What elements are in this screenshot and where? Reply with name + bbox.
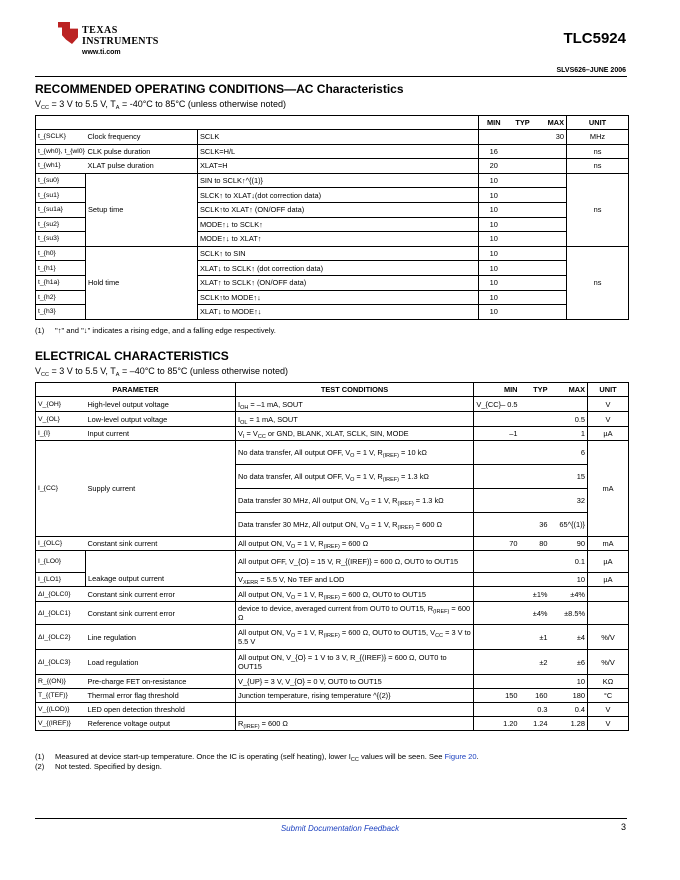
description-cell: CLK pulse duration — [86, 144, 198, 159]
symbol-cell: R_{(ON)} — [36, 675, 86, 689]
max-cell — [537, 261, 567, 276]
table-row — [36, 587, 629, 602]
max-cell: 6 — [550, 441, 588, 465]
ac-footnotes — [35, 326, 276, 336]
logo-url[interactable]: www.ti.com — [82, 49, 121, 56]
condition-cell: XLAT↑ to SCLK↑ (ON/OFF data) — [198, 275, 479, 290]
unit-cell: V — [588, 397, 629, 412]
unit-cell: mA — [588, 537, 629, 551]
header-rule — [35, 76, 627, 77]
description-cell: Leakage output current — [86, 551, 236, 587]
test-conditions-header: TEST CONDITIONS — [236, 383, 474, 397]
table-row — [36, 675, 629, 689]
max-cell: 30 — [537, 130, 567, 145]
max-cell — [537, 173, 567, 188]
description-cell: Constant sink current error — [86, 587, 236, 602]
max-cell: 90 — [550, 537, 588, 551]
doc-revision: SLVS626–JUNE 2006 — [556, 67, 626, 74]
condition-cell: device to device, averaged current from OUT0 to OUT15, $R_{(IREF)} = 600$ Ω — [236, 602, 474, 625]
condition-cell: MODE↑↓ to XLAT↑ — [198, 232, 479, 247]
typ-cell — [509, 246, 537, 261]
max-cell: 0.4 — [550, 703, 588, 717]
min-cell: 10 — [479, 188, 509, 203]
typ-header: TYP — [509, 116, 537, 130]
min-cell — [474, 703, 520, 717]
description-cell: Constant sink current error — [86, 602, 236, 625]
typ-cell — [520, 427, 550, 441]
symbol-cell: V_{OL} — [36, 412, 86, 427]
logo-text-instruments: INSTRUMENTS — [82, 36, 159, 47]
condition-cell: All output ON, $V_O = 1$ V, $R_{(IREF)} = 600$ Ω, OUT0 to OUT15, $V_{CC} = 3$ V to 5.5 V — [236, 625, 474, 650]
condition-cell: V_{UP} = 3 V, V_{O} = 0 V, OUT0 to OUT15 — [236, 675, 474, 689]
typ-cell — [509, 217, 537, 232]
table-row — [36, 412, 629, 427]
description-cell: XLAT pulse duration — [86, 159, 198, 174]
max-cell: 180 — [550, 689, 588, 703]
min-cell: 70 — [474, 537, 520, 551]
typ-cell — [509, 232, 537, 247]
unit-cell: %/V — [588, 625, 629, 650]
description-cell: Load regulation — [86, 650, 236, 675]
max-cell: 1.28 — [550, 717, 588, 731]
typ-cell: 80 — [520, 537, 550, 551]
max-cell — [550, 397, 588, 412]
min-header: MIN — [479, 116, 509, 130]
max-cell — [537, 232, 567, 247]
unit-cell: ns — [567, 173, 629, 246]
typ-cell: ±4% — [520, 602, 550, 625]
unit-cell: µA — [588, 573, 629, 587]
unit-cell: ns — [567, 246, 629, 319]
condition-cell: XLAT↓ to SCLK↑ (dot correction data) — [198, 261, 479, 276]
table-row — [36, 173, 629, 188]
typ-cell — [520, 551, 550, 573]
min-cell: 10 — [479, 305, 509, 320]
max-cell — [537, 275, 567, 290]
typ-cell — [509, 305, 537, 320]
typ-cell — [509, 261, 537, 276]
unit-cell: MHz — [567, 130, 629, 145]
max-cell — [537, 217, 567, 232]
min-header: MIN — [474, 383, 520, 397]
max-cell — [537, 290, 567, 305]
ac-section-title: RECOMMENDED OPERATING CONDITIONS—AC Characteristics — [35, 82, 404, 96]
ti-logo — [58, 22, 159, 66]
typ-cell — [509, 202, 537, 217]
unit-cell: µA — [588, 551, 629, 573]
typ-cell — [509, 173, 537, 188]
symbol-cell: ΔI_{OLC0} — [36, 587, 86, 602]
symbol-cell: I_{CC} — [36, 441, 86, 537]
condition-cell: SCLK=H/L — [198, 144, 479, 159]
min-cell — [474, 465, 520, 489]
description-cell: Input current — [86, 427, 236, 441]
table-row — [36, 397, 629, 412]
min-cell — [474, 551, 520, 573]
min-cell — [479, 130, 509, 145]
condition-cell: Data transfer 30 MHz, All output ON, $V_O = 1$ V, $R_{(IREF)} = 1.3$ kΩ — [236, 489, 474, 513]
description-cell: Supply current — [86, 441, 236, 537]
condition-cell: SIN to SCLK↑^{(1)} — [198, 173, 479, 188]
typ-cell — [520, 441, 550, 465]
ti-logo-icon — [58, 22, 78, 44]
description-cell: Line regulation — [86, 625, 236, 650]
symbol-cell: t_{h0} — [36, 246, 86, 261]
max-cell: 0.1 — [550, 551, 588, 573]
min-cell: V_{CC}– 0.5 — [474, 397, 520, 412]
symbol-cell: t_{su1} — [36, 188, 86, 203]
unit-cell: mA — [588, 441, 629, 537]
symbol-cell: t_{su3} — [36, 232, 86, 247]
condition-cell: $I_{OL} = 1$ mA, SOUT — [236, 412, 474, 427]
symbol-cell: I_{LO0} — [36, 551, 86, 573]
symbol-cell: I_{I} — [36, 427, 86, 441]
condition-cell: All output ON, $V_O = 1$ V, $R_{(IREF)} = 600$ Ω — [236, 537, 474, 551]
unit-cell: °C — [588, 689, 629, 703]
description-cell: Setup time — [86, 173, 198, 246]
ec-footnotes — [35, 752, 479, 772]
typ-cell — [520, 412, 550, 427]
max-cell: ±6 — [550, 650, 588, 675]
description-cell: High-level output voltage — [86, 397, 236, 412]
min-cell: 10 — [479, 202, 509, 217]
symbol-cell: t_{su2} — [36, 217, 86, 232]
symbol-cell: t_{su0} — [36, 173, 86, 188]
typ-cell — [509, 275, 537, 290]
unit-cell: µA — [588, 427, 629, 441]
min-cell: 1.20 — [474, 717, 520, 731]
symbol-cell: T_{(TEF)} — [36, 689, 86, 703]
max-cell: 65^{(1)} — [550, 513, 588, 537]
table-row — [36, 551, 629, 573]
symbol-cell: t_{SCLK} — [36, 130, 86, 145]
condition-cell: $V_{XERR} = 5.5$ V, No TEF and LOD — [236, 573, 474, 587]
description-cell: Thermal error flag threshold — [86, 689, 236, 703]
condition-cell: SCLK↑ to SIN — [198, 246, 479, 261]
logo-text-texas: TEXAS — [82, 25, 118, 36]
condition-cell: Data transfer 30 MHz, All output ON, $V_O = 1$ V, $R_{(IREF)} = 600$ Ω — [236, 513, 474, 537]
min-cell — [474, 625, 520, 650]
condition-cell: No data transfer, All output OFF, $V_O = 1$ V, $R_{(IREF)} = 1.3$ kΩ — [236, 465, 474, 489]
max-cell: 10 — [550, 675, 588, 689]
min-cell: 10 — [479, 261, 509, 276]
typ-cell — [509, 159, 537, 174]
typ-cell — [520, 573, 550, 587]
typ-cell — [509, 130, 537, 145]
symbol-cell: t_{wh1} — [36, 159, 86, 174]
min-cell — [474, 650, 520, 675]
max-cell — [537, 159, 567, 174]
min-cell: 150 — [474, 689, 520, 703]
condition-cell: XLAT=H — [198, 159, 479, 174]
condition-cell: $I_{OH} = -1$ mA, SOUT — [236, 397, 474, 412]
min-cell: 16 — [479, 144, 509, 159]
unit-cell — [588, 602, 629, 625]
max-cell: 15 — [550, 465, 588, 489]
symbol-cell: t_{h1} — [36, 261, 86, 276]
condition-cell — [236, 703, 474, 717]
symbol-cell: t_{h2} — [36, 290, 86, 305]
unit-cell: ns — [567, 144, 629, 159]
table-row — [36, 602, 629, 625]
unit-cell: V — [588, 412, 629, 427]
max-header: MAX — [550, 383, 588, 397]
symbol-cell: I_{LO1} — [36, 573, 86, 587]
ac-characteristics-table — [35, 115, 629, 320]
min-cell: 10 — [479, 275, 509, 290]
symbol-cell: V_{OH} — [36, 397, 86, 412]
max-cell — [537, 246, 567, 261]
footnote: (1) Measured at device start-up temperature. Once the IC is operating (self heating), lower $I_{CC}$ values will be seen. See Figure 20. — [35, 752, 479, 763]
typ-cell: ±1 — [520, 625, 550, 650]
unit-cell — [588, 587, 629, 602]
description-cell: Clock frequency — [86, 130, 198, 145]
min-cell — [474, 513, 520, 537]
min-cell: 10 — [479, 246, 509, 261]
table-row — [36, 441, 629, 465]
max-cell: ±4 — [550, 625, 588, 650]
min-cell: 10 — [479, 173, 509, 188]
parameter-header: PARAMETER — [36, 383, 236, 397]
figure-link[interactable]: Figure 20 — [444, 752, 477, 761]
table-row — [36, 144, 629, 159]
max-cell: 32 — [550, 489, 588, 513]
condition-cell: XLAT↓ to MODE↑↓ — [198, 305, 479, 320]
typ-cell — [509, 188, 537, 203]
typ-cell: 1.24 — [520, 717, 550, 731]
min-cell: 10 — [479, 290, 509, 305]
condition-cell: $V_I = V_{CC}$ or GND, BLANK, XLAT, SCLK, SIN, MODE — [236, 427, 474, 441]
condition-cell: SLCK↑ to XLAT↓(dot correction data) — [198, 188, 479, 203]
symbol-cell: ΔI_{OLC2} — [36, 625, 86, 650]
min-cell: 20 — [479, 159, 509, 174]
max-cell: 0.5 — [550, 412, 588, 427]
min-cell — [474, 441, 520, 465]
unit-cell: %/V — [588, 650, 629, 675]
condition-cell: $R_{(IREF)} = 600$ Ω — [236, 717, 474, 731]
typ-cell — [509, 144, 537, 159]
max-cell — [537, 305, 567, 320]
condition-cell: All output ON, $V_O = 1$ V, $R_{(IREF)} = 600$ Ω, OUT0 to OUT15 — [236, 587, 474, 602]
typ-cell — [520, 675, 550, 689]
max-cell — [537, 202, 567, 217]
condition-cell: MODE↑↓ to SCLK↑ — [198, 217, 479, 232]
max-cell: ±4% — [550, 587, 588, 602]
table-row — [36, 130, 629, 145]
description-cell: Hold time — [86, 246, 198, 319]
ac-conditions: $V_{CC} = 3$ V to 5.5 V, $T_A = -40^\circ C$ to 85°C (unless otherwise noted) — [35, 99, 286, 111]
min-cell — [474, 675, 520, 689]
electrical-characteristics-table — [35, 382, 629, 731]
unit-cell: V — [588, 717, 629, 731]
symbol-cell: I_{OLC} — [36, 537, 86, 551]
condition-cell: SCLK↑to XLAT↑ (ON/OFF data) — [198, 202, 479, 217]
max-cell: ±8.5% — [550, 602, 588, 625]
condition-cell: Junction temperature, rising temperature ^{(2)} — [236, 689, 474, 703]
footnote: (2) Not tested. Specified by design. — [35, 762, 162, 771]
typ-cell: 0.3 — [520, 703, 550, 717]
typ-header: TYP — [520, 383, 550, 397]
page-number: 3 — [620, 822, 626, 832]
description-cell: Low-level output voltage — [86, 412, 236, 427]
typ-cell: 160 — [520, 689, 550, 703]
min-cell: 10 — [479, 217, 509, 232]
max-cell: 10 — [550, 573, 588, 587]
max-cell — [537, 144, 567, 159]
typ-cell: ±2 — [520, 650, 550, 675]
max-header: MAX — [537, 116, 567, 130]
table-row — [36, 537, 629, 551]
symbol-cell: ΔI_{OLC3} — [36, 650, 86, 675]
symbol-cell: t_{h3} — [36, 305, 86, 320]
typ-cell — [520, 465, 550, 489]
table-row — [36, 650, 629, 675]
description-cell: Reference voltage output — [86, 717, 236, 731]
footer-rule — [35, 818, 627, 819]
symbol-cell: t_{h1a} — [36, 275, 86, 290]
min-cell — [474, 573, 520, 587]
condition-cell: SCLK↑to MODE↑↓ — [198, 290, 479, 305]
max-cell: 1 — [550, 427, 588, 441]
typ-cell: 36 — [520, 513, 550, 537]
ec-conditions: $V_{CC} = 3$ V to 5.5 V, $T_A = -40^\circ C$ to 85°C (unless otherwise noted) — [35, 366, 288, 378]
unit-cell: KΩ — [588, 675, 629, 689]
part-number: TLC5924 — [563, 30, 626, 47]
typ-cell: ±1% — [520, 587, 550, 602]
min-cell — [474, 489, 520, 513]
footnote: (1) "↑" and "↓" indicates a rising edge, and a falling edge respectively. — [35, 326, 276, 335]
typ-cell — [509, 290, 537, 305]
symbol-cell: V_{(IREF)} — [36, 717, 86, 731]
min-cell — [474, 602, 520, 625]
description-cell: Constant sink current — [86, 537, 236, 551]
typ-cell — [520, 489, 550, 513]
table-row — [36, 625, 629, 650]
condition-cell: SCLK — [198, 130, 479, 145]
submit-feedback-link[interactable]: Submit Documentation Feedback — [280, 824, 400, 833]
symbol-cell: t_{wh0}, t_{wl0} — [36, 144, 86, 159]
condition-cell: All output ON, V_{O} = 1 V to 3 V, R_{(IREF)} = 600 Ω, OUT0 to OUT15 — [236, 650, 474, 675]
unit-cell: ns — [567, 159, 629, 174]
min-cell: –1 — [474, 427, 520, 441]
symbol-cell: V_{(LOD)} — [36, 703, 86, 717]
table-row — [36, 689, 629, 703]
blank-header — [36, 116, 479, 130]
ec-section-title: ELECTRICAL CHARACTERISTICS — [35, 349, 229, 363]
table-row — [36, 159, 629, 174]
min-cell — [474, 412, 520, 427]
condition-cell: All output OFF, V_{O} = 15 V, R_{(IREF)} = 600 Ω, OUT0 to OUT15 — [236, 551, 474, 573]
min-cell — [474, 587, 520, 602]
min-cell: 10 — [479, 232, 509, 247]
table-row — [36, 717, 629, 731]
typ-cell — [520, 397, 550, 412]
description-cell: Pre-charge FET on-resistance — [86, 675, 236, 689]
symbol-cell: t_{su1a} — [36, 202, 86, 217]
table-row — [36, 427, 629, 441]
condition-cell: No data transfer, All output OFF, $V_O = 1$ V, $R_{(IREF)} = 10$ kΩ — [236, 441, 474, 465]
unit-header: UNIT — [567, 116, 629, 130]
table-row — [36, 246, 629, 261]
symbol-cell: ΔI_{OLC1} — [36, 602, 86, 625]
table-row — [36, 703, 629, 717]
unit-header: UNIT — [588, 383, 629, 397]
unit-cell: V — [588, 703, 629, 717]
max-cell — [537, 188, 567, 203]
description-cell: LED open detection threshold — [86, 703, 236, 717]
